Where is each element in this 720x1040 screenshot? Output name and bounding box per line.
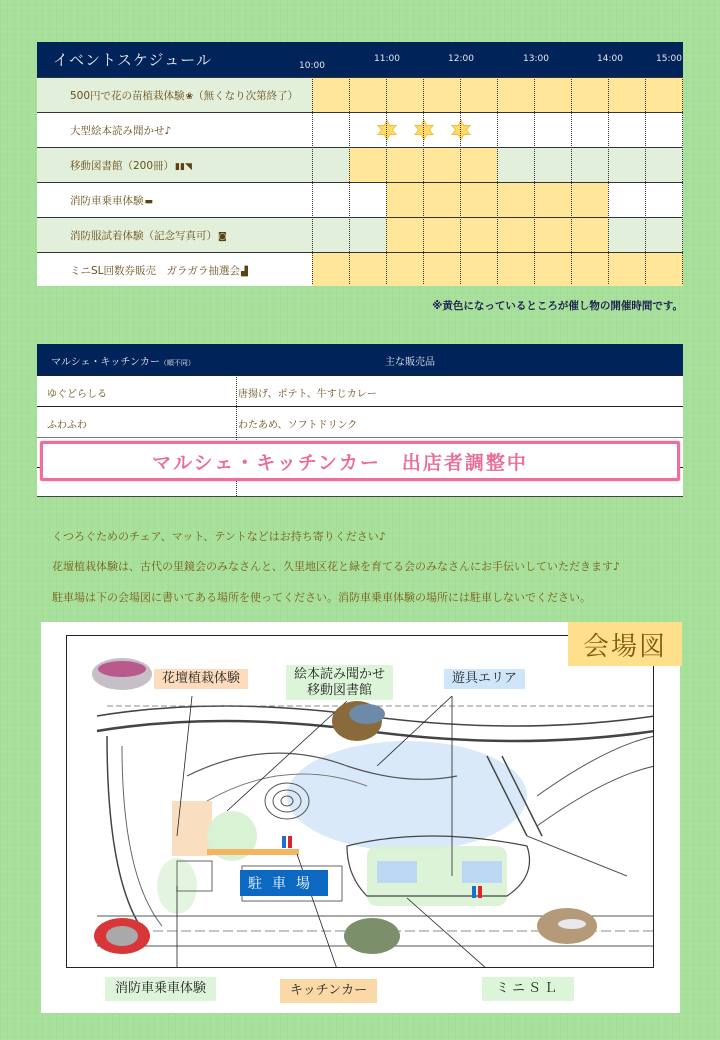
time-tick-1400: 14:00 [597,54,623,64]
gridline [682,77,683,284]
star-icon [376,119,398,141]
event-schedule-table [37,42,683,286]
star-icon [450,119,472,141]
time-tick-1100: 11:00 [374,54,400,64]
time-tick-1300: 13:00 [523,54,549,64]
row-label: 移動図書館（200冊）▮▮◥ [70,160,192,172]
schedule-row-fire-truck [37,182,683,217]
row-label: 消防車乗車体験▬ [70,195,154,207]
row-label: ミニSL回数券販売 ガラガラ抽選会▟ [70,265,248,277]
gridline [349,77,350,284]
vendor-name: ふわふわ [47,420,87,431]
note-line: くつろぐためのチェア、マット、テントなどはお持ち寄りください♪ [52,530,386,543]
gridline [534,77,535,284]
marche-header-vendor: マルシェ・キッチンカー（順不同） [51,357,195,368]
schedule-note: ※黄色になっているところが催し物の開催時間です。 [432,300,683,312]
vendor-items: わたあめ、ソフトドリンク [238,420,358,431]
schedule-row-mobile-library [37,147,683,182]
row-label: 大型絵本読み聞かせ♪ [70,125,172,137]
fire-truck-icon: ▬ [144,197,154,207]
note-line: 駐車場は下の会場図に書いてある場所を使ってください。消防車乗車体験の場所には駐車しないでください。 [52,591,591,604]
gridline [571,77,572,284]
note-line: 花壇植栽体験は、古代の里鏡会のみなさんと、久里地区花と緑を育てる会のみなさんにお手伝いしていただきます♪ [52,560,621,573]
schedule-row-fire-suit [37,217,683,252]
banner-text: マルシェ・キッチンカー 出店者調整中 [152,451,528,474]
label-kitchen-car: キッチンカー [280,979,377,1003]
row-label: 500円で花の苗植栽体験❀（無くなり次第終了） [70,90,299,102]
vendor-items: 唐揚げ、ポテト、牛すじカレー [238,389,377,400]
books-icon: ▮▮◥ [175,162,192,172]
venue-map-panel [41,622,680,1013]
schedule-row-picture-book [37,112,683,147]
train-icon: ▟ [241,267,248,277]
gridline [645,77,646,284]
label-mini-sl: ミニＳＬ [482,977,574,1001]
time-tick-1200: 12:00 [448,54,474,64]
parking-label: 駐車場 [240,870,328,896]
gridline [386,77,387,284]
marche-header-items: 主な販売品 [385,357,435,368]
vendor-name: ゆぐどらしる [47,389,107,400]
gridline [460,77,461,284]
schedule-title: イベントスケジュール [53,51,212,69]
schedule-header [37,42,683,77]
gridline [608,77,609,284]
label-playground: 遊具エリア [444,669,525,689]
gridline [497,77,498,284]
star-icon [413,119,435,141]
row-label: 消防服試着体験（記念写真可）◙ [70,230,227,242]
time-tick-1000: 10:00 [299,61,325,71]
gridline [312,77,313,284]
map-title: 会場図 [568,622,682,666]
marche-row [37,375,683,406]
label-fire-truck: 消防車乗車体験 [105,977,216,1001]
vendor-adjusting-banner [40,441,680,481]
label-flower-planting: 花壇植栽体験 [154,669,248,689]
camera-icon: ◙ [218,232,227,242]
marche-row [37,406,683,437]
gridline [423,77,424,284]
label-picture-book-library: 絵本読み聞かせ 移動図書館 [286,665,393,700]
marche-header [37,344,683,375]
schedule-row-flower-planting [37,77,683,112]
schedule-row-mini-sl [37,252,683,286]
flower-icon: ❀ [185,92,194,102]
time-tick-1500: 15:00 [656,54,682,64]
